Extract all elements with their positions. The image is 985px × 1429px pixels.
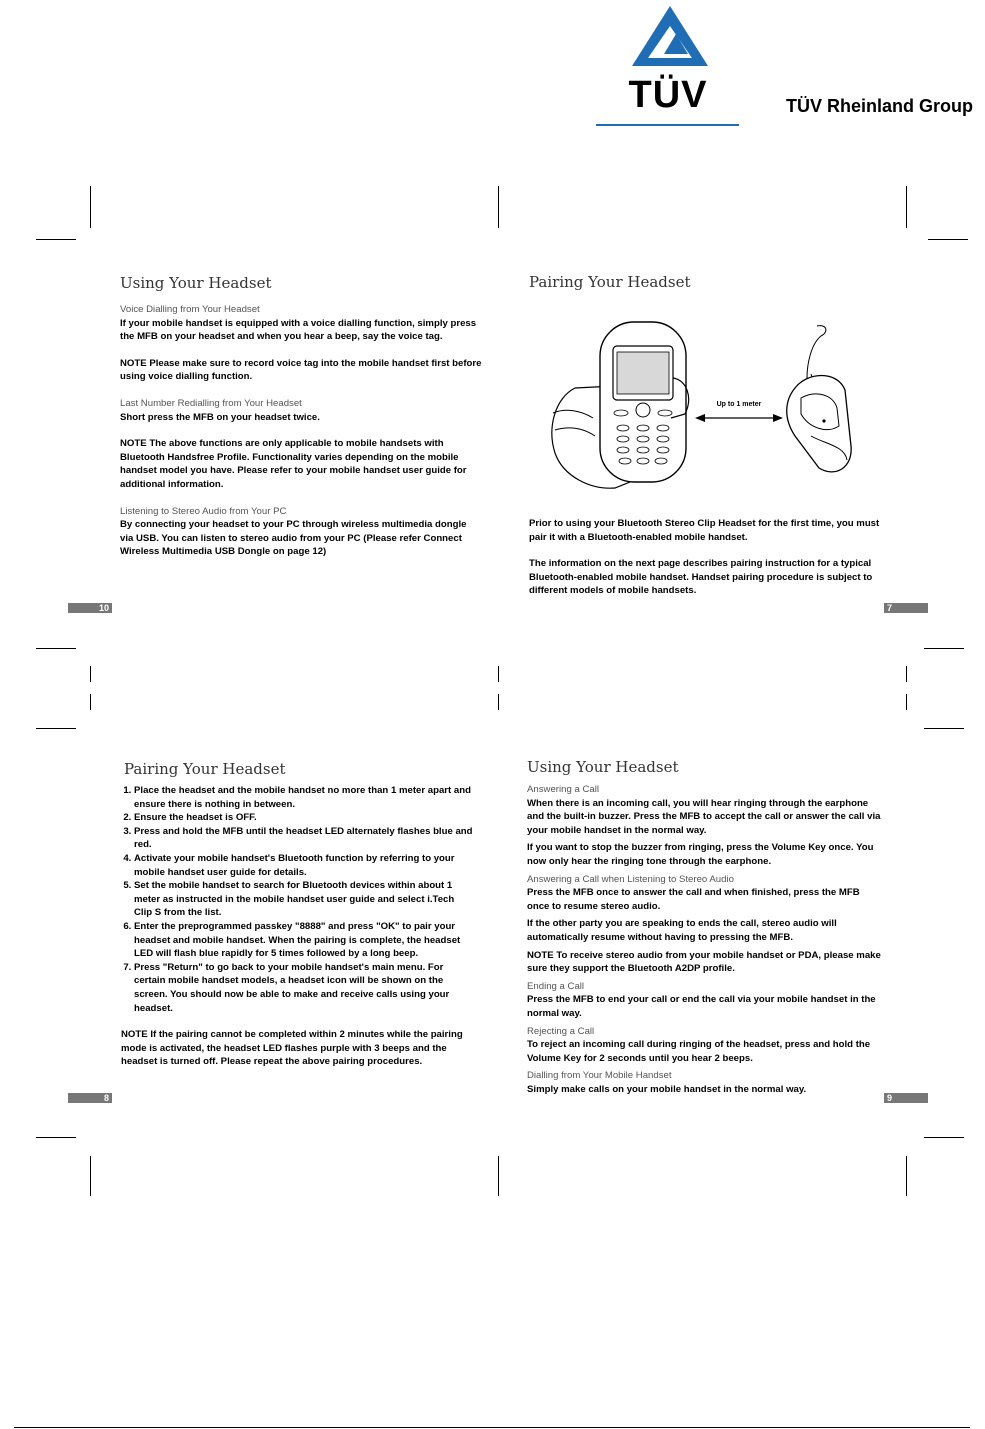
page8-title: Pairing Your Headset bbox=[124, 760, 286, 778]
pairing-step: 6. Enter the preprogrammed passkey "8888" and press "OK" to pair your headset and mobile handset. When the pairing is complete, the headset LED will flash blue rapidly for 5 times followed by a long beep. bbox=[134, 920, 473, 961]
page-number-10: 10 bbox=[68, 603, 112, 613]
stereo-pc-heading: Listening to Stereo Audio from Your PC bbox=[120, 505, 287, 517]
note-handsfree-profile: NOTE The above functions are only applicable to mobile handsets with Bluetooth Handsfree Profile. Functionality varies depending on the mobile handset model you have. Please refer to your mobile handset user guide for additional information. bbox=[120, 438, 467, 490]
crop-mark bbox=[924, 1137, 964, 1138]
page-number-7: 7 bbox=[884, 603, 928, 613]
crop-mark bbox=[36, 728, 76, 729]
page7-title: Pairing Your Headset bbox=[529, 273, 691, 291]
pairing-intro: Prior to using your Bluetooth Stereo Clip Headset for the first time, you must pair it with a Bluetooth-enabled mobile handset. bbox=[529, 518, 880, 543]
page10-content bbox=[120, 303, 482, 559]
crop-mark bbox=[498, 694, 499, 710]
crop-mark bbox=[924, 648, 964, 649]
pairing-step: 3. Press and hold the MFB until the headset LED alternately flashes blue and red. bbox=[134, 825, 473, 852]
reject-heading: Rejecting a Call bbox=[527, 1025, 595, 1037]
pairing-step: 1. Place the headset and the mobile handset no more than 1 meter apart and ensure there is nothing in between. bbox=[134, 784, 473, 811]
crop-mark bbox=[90, 666, 91, 682]
other-party-text: If the other party you are speaking to ends the call, stereo audio will automatically resume without having to pressing the MFB. bbox=[527, 918, 837, 943]
stereo-answer-heading: Answering a Call when Listening to Stereo Audio bbox=[527, 873, 734, 885]
page9-content bbox=[527, 783, 882, 1096]
note-voice-tag: NOTE Please make sure to record voice tag into the mobile handset first before using voice dialling function. bbox=[120, 357, 482, 383]
redial-text: Short press the MFB on your headset twice. bbox=[120, 411, 320, 423]
dial-text: Simply make calls on your mobile handset in the normal way. bbox=[527, 1083, 807, 1095]
page-number-9: 9 bbox=[884, 1093, 928, 1103]
stereo-answer-text: Press the MFB once to answer the call and when finished, press the MFB once to resume stereo audio. bbox=[527, 887, 860, 912]
answer-text: When there is an incoming call, you will hear ringing through the earphone and the built-in buzzer. Press the MFB to accept the call or answer the call via your mobile handset in the normal way. bbox=[527, 797, 881, 836]
crop-mark bbox=[90, 186, 91, 228]
crop-mark bbox=[36, 648, 76, 649]
crop-mark bbox=[924, 728, 964, 729]
page8-content bbox=[121, 784, 473, 1069]
distance-label: Up to 1 meter bbox=[716, 401, 762, 408]
tuv-triangle-logo-icon bbox=[630, 4, 710, 70]
crop-mark bbox=[906, 694, 907, 710]
page7-content bbox=[529, 517, 891, 598]
stereo-pc-text: By connecting your headset to your PC through wireless multimedia dongle via USB. You can listen to stereo audio from your PC (Please refer Connect Wireless Multimedia USB Dongle on page 12) bbox=[120, 519, 467, 558]
logo-text: TÜV bbox=[628, 74, 708, 116]
page10-title: Using Your Headset bbox=[120, 274, 272, 292]
reject-text: To reject an incoming call during ringing of the headset, press and hold the Volume Key for 2 seconds until you hear 2 beeps. bbox=[527, 1039, 871, 1064]
crop-mark bbox=[906, 1156, 907, 1196]
pairing-steps bbox=[121, 784, 473, 1015]
crop-mark bbox=[90, 1156, 91, 1196]
footer-line bbox=[14, 1427, 970, 1428]
answer-heading: Answering a Call bbox=[527, 784, 599, 795]
buzzer-text: If you want to stop the buzzer from ringing, press the Volume Key once. You now only hear the ringing tone through the earphone. bbox=[527, 842, 874, 867]
crop-mark bbox=[36, 1137, 76, 1138]
ending-text: Press the MFB to end your call or end the call via your mobile handset in the normal way. bbox=[527, 994, 876, 1019]
crop-mark bbox=[498, 666, 499, 682]
crop-mark bbox=[906, 186, 907, 228]
crop-mark bbox=[498, 186, 499, 228]
page-number-8: 8 bbox=[68, 1093, 112, 1103]
crop-mark bbox=[498, 1156, 499, 1196]
page9-title: Using Your Headset bbox=[527, 758, 679, 776]
pairing-info: The information on the next page describes pairing instruction for a typical Bluetooth-enabled mobile handset. Handset pairing procedure is subject to different models of mobile handsets. bbox=[529, 558, 873, 597]
crop-mark bbox=[90, 694, 91, 710]
pairing-step: 7. Press "Return" to go back to your mobile handset's main menu. For certain mobile handset models, a headset icon will be shown on the screen. You should now be able to make and receive calls using your headset. bbox=[134, 961, 473, 1015]
crop-mark bbox=[928, 239, 968, 240]
crop-mark bbox=[906, 666, 907, 682]
crop-mark bbox=[36, 239, 76, 240]
note-a2dp: NOTE To receive stereo audio from your mobile handset or PDA, please make sure they support the Bluetooth A2DP profile. bbox=[527, 949, 881, 975]
voice-dialling-heading: Voice Dialling from Your Headset bbox=[120, 304, 260, 315]
note-pairing-timeout: NOTE If the pairing cannot be completed within 2 minutes while the pairing mode is activated, the headset LED flashes purple with 3 beeps and the headset is turned off. Please repeat the above pairing procedures. bbox=[121, 1029, 463, 1068]
dial-heading: Dialling from Your Mobile Handset bbox=[527, 1070, 672, 1082]
ending-heading: Ending a Call bbox=[527, 980, 585, 992]
pairing-step: 4. Activate your mobile handset's Bluetooth function by referring to your mobile handset user guide for details. bbox=[134, 852, 473, 879]
pairing-step: 5. Set the mobile handset to search for Bluetooth devices within about 1 meter as instructed in the mobile handset user guide and select i.Tech Clip S from the list. bbox=[134, 879, 473, 920]
logo-underline bbox=[596, 124, 739, 126]
redial-heading: Last Number Redialling from Your Headset bbox=[120, 397, 302, 409]
group-name: TÜV Rheinland Group bbox=[786, 96, 973, 116]
voice-dialling-text: If your mobile handset is equipped with a voice dialling function, simply press the MFB on your headset and when you hear a beep, say the voice tag. bbox=[120, 317, 477, 343]
pairing-step: 2. Ensure the headset is OFF. bbox=[134, 811, 473, 825]
